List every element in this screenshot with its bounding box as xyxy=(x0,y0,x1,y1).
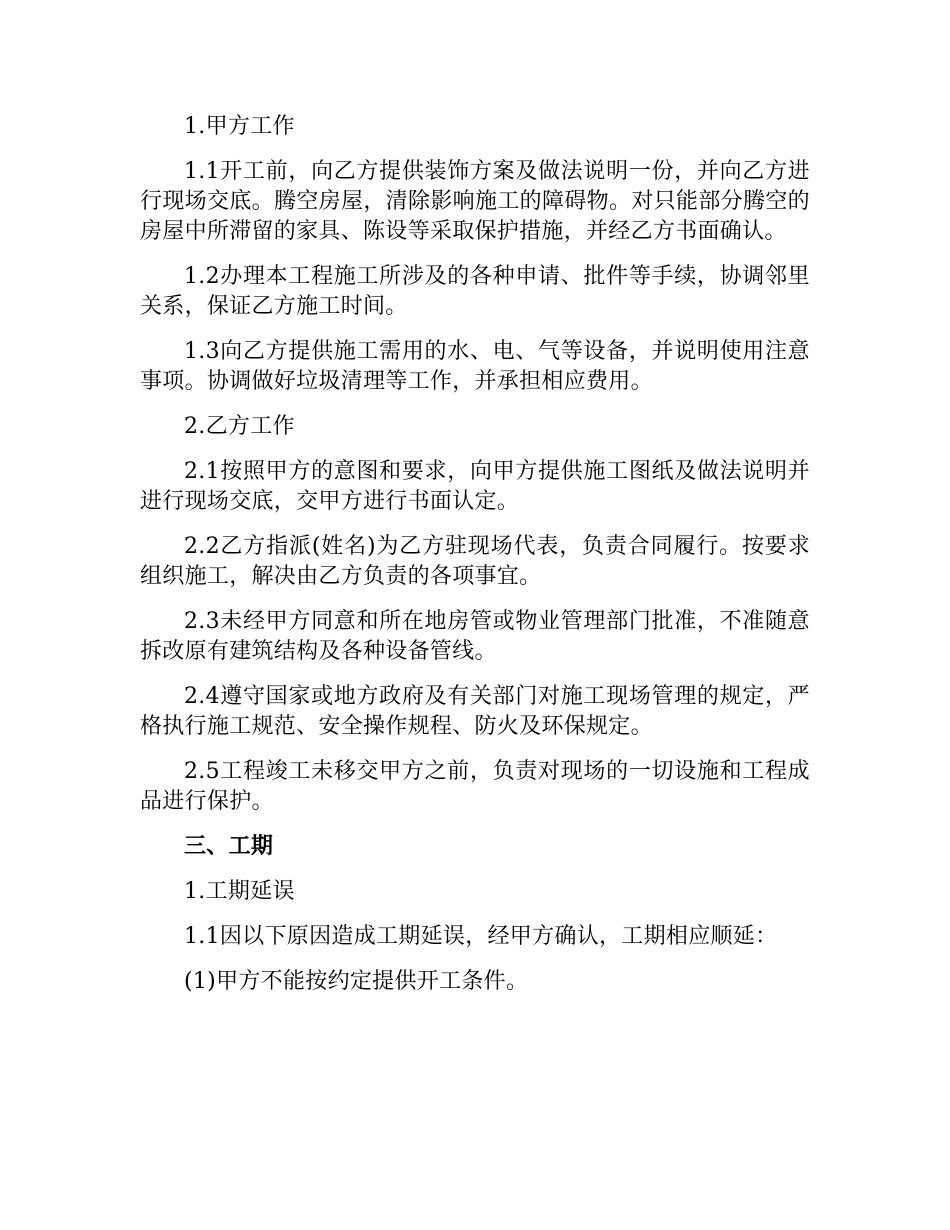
paragraph-2-5: 2.5工程竣工未移交甲方之前，负责对现场的一切设施和工程成品进行保护。 xyxy=(140,759,810,814)
paragraph-2: 2.乙方工作 xyxy=(184,414,295,439)
paragraph-1-1: 1.1开工前，向乙方提供装饰方案及做法说明一份，并向乙方进行现场交底。腾空房屋，清除影响施工的障碍物。对只能部分腾空的房屋中所滞留的家具、陈设等采取保护措施，并经乙方书面确认。 xyxy=(140,159,810,244)
paragraph-2-2: 2.2乙方指派(姓名)为乙方驻现场代表，负责合同履行。按要求组织施工，解决由乙方负责的各项事宜。 xyxy=(140,534,810,589)
paragraph-1-2: 1.2办理本工程施工所涉及的各种申请、批件等手续，协调邻里关系，保证乙方施工时间。 xyxy=(140,264,810,319)
paragraph-schedule-item-1: (1)甲方不能按约定提供开工条件。 xyxy=(184,969,529,994)
section-heading-schedule: 三、工期 xyxy=(184,834,274,859)
paragraph-schedule-1: 1.工期延误 xyxy=(184,879,295,904)
paragraph-1-3: 1.3向乙方提供施工需用的水、电、气等设备，并说明使用注意事项。协调做好垃圾清理等工作，并承担相应费用。 xyxy=(140,339,810,394)
paragraph-1: 1.甲方工作 xyxy=(184,114,295,139)
paragraph-2-1: 2.1按照甲方的意图和要求，向甲方提供施工图纸及做法说明并进行现场交底，交甲方进行书面认定。 xyxy=(140,459,810,514)
paragraph-2-3: 2.3未经甲方同意和所在地房管或物业管理部门批准，不准随意拆改原有建筑结构及各种设备管线。 xyxy=(140,609,810,664)
paragraph-schedule-1-1: 1.1因以下原因造成工期延误，经甲方确认，工期相应顺延： xyxy=(184,924,778,949)
paragraph-2-4: 2.4遵守国家或地方政府及有关部门对施工现场管理的规定，严格执行施工规范、安全操作规程、防火及环保规定。 xyxy=(140,684,810,739)
